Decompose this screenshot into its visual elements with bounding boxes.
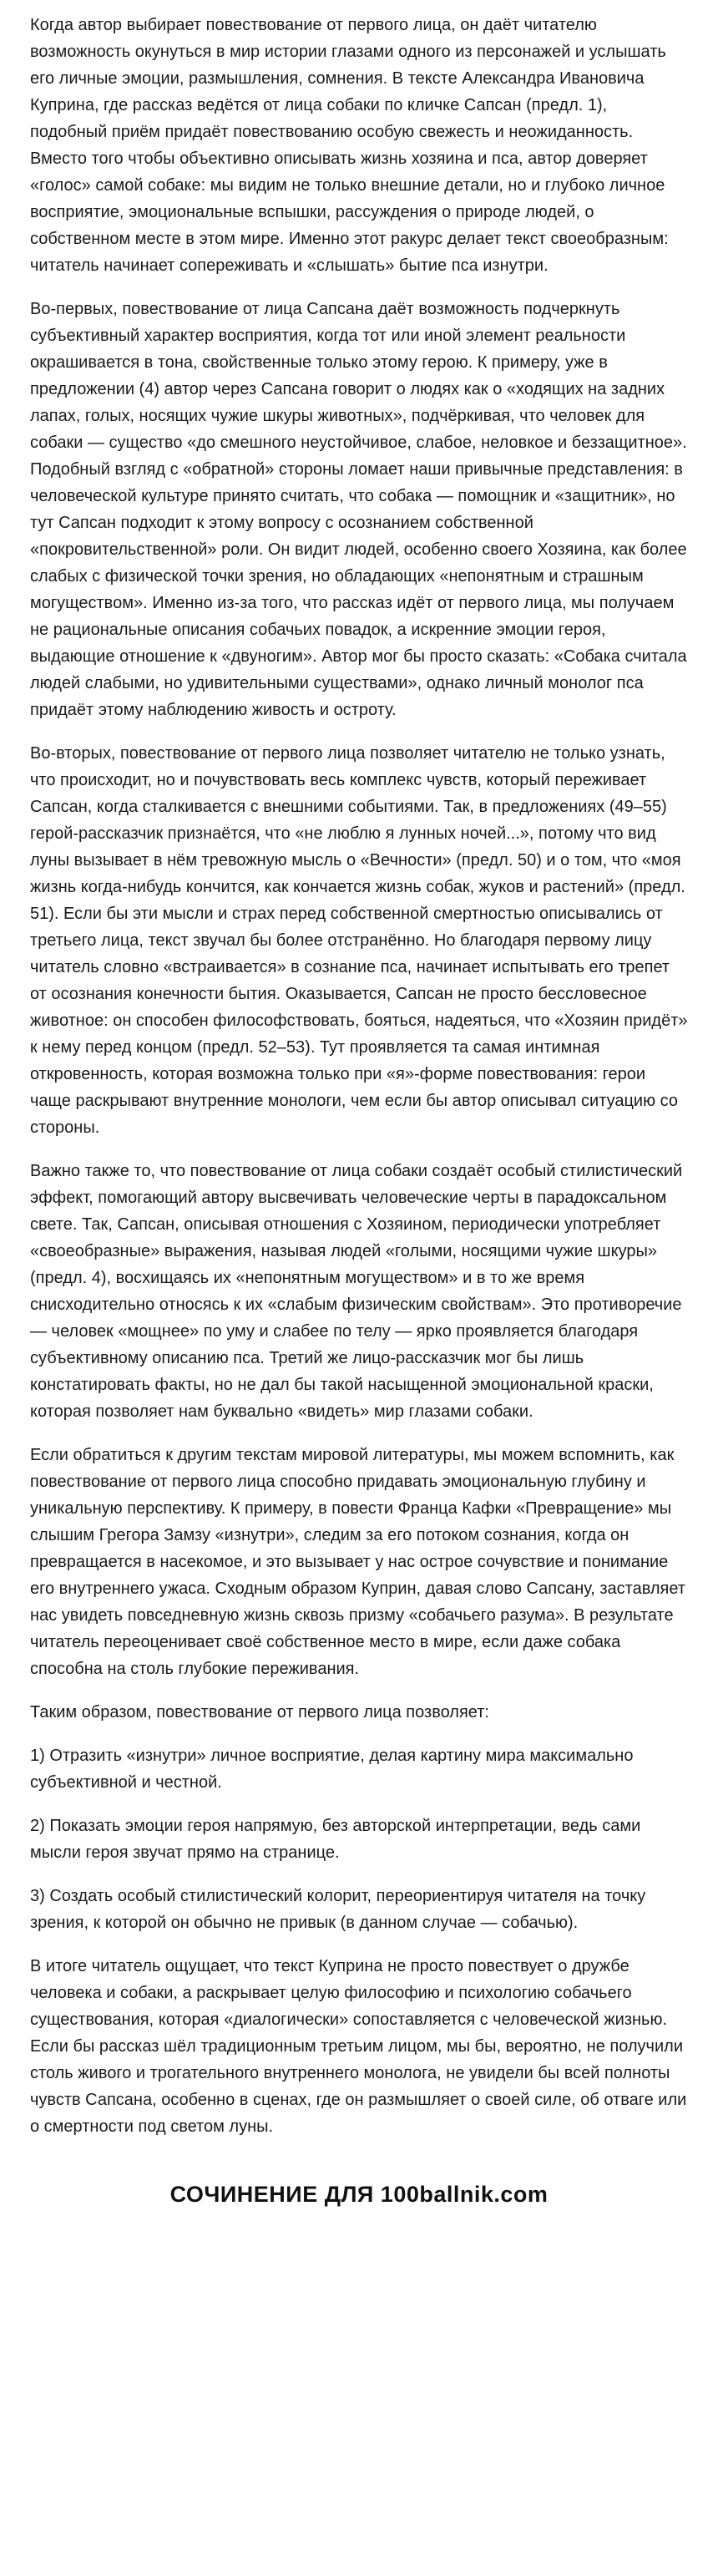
paragraph-first-argument: Во-первых, повествование от лица Сапсана даёт возможность подчеркнуть субъективный характер восприятия, когда тот или иной элемент реальности окрашивается в тона, свойственные только этому герою. К примеру, уже в предложении (4) автор через Сапсана говорит о людях как о «ходящих на задних лапах, голых, носящих чужие шкуры животных», подчёркивая, что человек для собаки — существо «до смешного неустойчивое, слабое, неловкое и беззащитное». Подобный взгляд с «обратной» стороны ломает наши привычные представления: в человеческой культуре принято считать, что собака — помощник и «защитник», но тут Сапсан подходит к этому вопросу с осознанием собственной «покровительственной» роли. Он видит людей, особенно своего Хозяина, как более слабых с физической точки зрения, но обладающих «непонятным и страшным могуществом». Именно из-за того, что рассказ идёт от первого лица, мы получаем не рациональные описания собачьих повадок, а искренние эмоции героя, выдающие отношение к «двуногим». Автор мог бы просто сказать: «Собака считала людей слабыми, но удивительными существами», однако личный монолог пса придаёт этому наблюдению живость и остроту. [30,300,687,719]
list-item-3: 3) Создать особый стилистический колорит, переориентируя читателя на точку зрения, к которой он обычно не привык (в данном случае — собачью). [30,1887,646,1932]
paragraph-summary-lead: Таким образом, повествование от первого лица позволяет: [30,1703,489,1722]
footer-watermark: СОЧИНЕНИЕ ДЛЯ 100ballnik.com [169,2182,549,2207]
paragraph-literary-comparison: Если обратиться к другим текстам мировой литературы, мы можем вспомнить, как повествование от первого лица способно придавать эмоциональную глубину и уникальную перспективу. К примеру, в повести Франца Кафки «Превращение» мы слышим Грегора Замзу «изнутри», следим за его потоком сознания, когда он превращается в насекомое, и это вызывает у нас острое сочувствие и понимание его внутреннего ужаса. Сходным образом Куприн, давая слово Сапсану, заставляет нас увидеть повседневную жизнь сквозь призму «собачьего разума». В результате читатель переоценивает своё собственное место в мире, если даже собака способна на столь глубокие переживания. [30,1446,685,1678]
list-item-2: 2) Показать эмоции героя напрямую, без авторской интерпретации, ведь сами мысли героя звучат прямо на странице. [30,1817,641,1862]
paragraph-second-argument: Во-вторых, повествование от первого лица позволяет читателю не только узнать, что происходит, но и почувствовать весь комплекс чувств, который переживает Сапсан, когда сталкивается с внешними событиями. Так, в предложениях (49–55) герой-рассказчик признаётся, что «не люблю я лунных ночей...», потому что вид луны вызывает в нём тревожную мысль о «Вечности» (предл. 50) и о том, что «моя жизнь когда-нибудь кончится, как кончается жизнь собак, жуков и растений» (предл. 51). Если бы эти мысли и страх перед собственной смертностью описывались от третьего лица, текст звучал бы более отстранённо. Но благодаря первому лицу читатель словно «встраивается» в сознание пса, начинает испытывать его трепет от осознания конечности бытия. Оказывается, Сапсан не просто бессловесное животное: он способен философствовать, бояться, надеяться, что «Хозяин придёт» к нему перед концом (предл. 52–53). Тут проявляется та самая интимная откровенность, которая возможна только при «я»-форме повествования: герои чаще раскрывают внутренние монологи, чем если бы автор описывал ситуацию со стороны. [30,744,688,1137]
paragraph-intro: Когда автор выбирает повествование от первого лица, он даёт читателю возможность окунуться в мир истории глазами одного из персонажей и услышать его личные эмоции, размышления, сомнения. В тексте Александра Ивановича Куприна, где рассказ ведётся от лица собаки по кличке Сапсан (предл. 1), подобный приём придаёт повествованию особую свежесть и неожиданность. Вместо того чтобы объективно описывать жизнь хозяина и пса, автор доверяет «голос» самой собаке: мы видим не только внешние детали, но и глубоко личное восприятие, эмоциональные вспышки, рассуждения о природе людей, о собственном месте в этом мире. Именно этот ракурс делает текст своеобразным: читатель начинает сопереживать и «слышать» бытие пса изнутри. [30,16,669,275]
list-item-1: 1) Отразить «изнутри» личное восприятие, делая картину мира максимально субъективной и честной. [30,1747,634,1792]
paragraph-stylistic-effect: Важно также то, что повествование от лица собаки создаёт особый стилистический эффект, помогающий автору высвечивать человеческие черты в парадоксальном свете. Так, Сапсан, описывая отношения с Хозяином, периодически употребляет «своеобразные» выражения, называя людей «голыми, носящими чужие шкуры» (предл. 4), восхищаясь их «непонятным могуществом» и в то же время снисходительно относясь к их «слабым физическим свойствам». Это противоречие — человек «мощнее» по уму и слабее по телу — ярко проявляется благодаря субъективному описанию пса. Третий же лицо-рассказчик мог бы лишь констатировать факты, но не дал бы такой насыщенной эмоциональной краски, которая позволяет нам буквально «видеть» мир глазами собаки. [30,1162,683,1421]
paragraph-conclusion: В итоге читатель ощущает, что текст Куприна не просто повествует о дружбе человека и собаки, а раскрывает целую философию и психологию собачьего существования, которая «диалогически» сопоставляется с человеческой жизнью. Если бы рассказ шёл традиционным третьим лицом, мы бы, вероятно, не получили столь живого и трогательного внутреннего монолога, не увидели бы всей полноты чувств Сапсана, особенно в сценах, где он размышляет о своей силе, об отваге или о смертности под светом луны. [30,1957,687,2136]
